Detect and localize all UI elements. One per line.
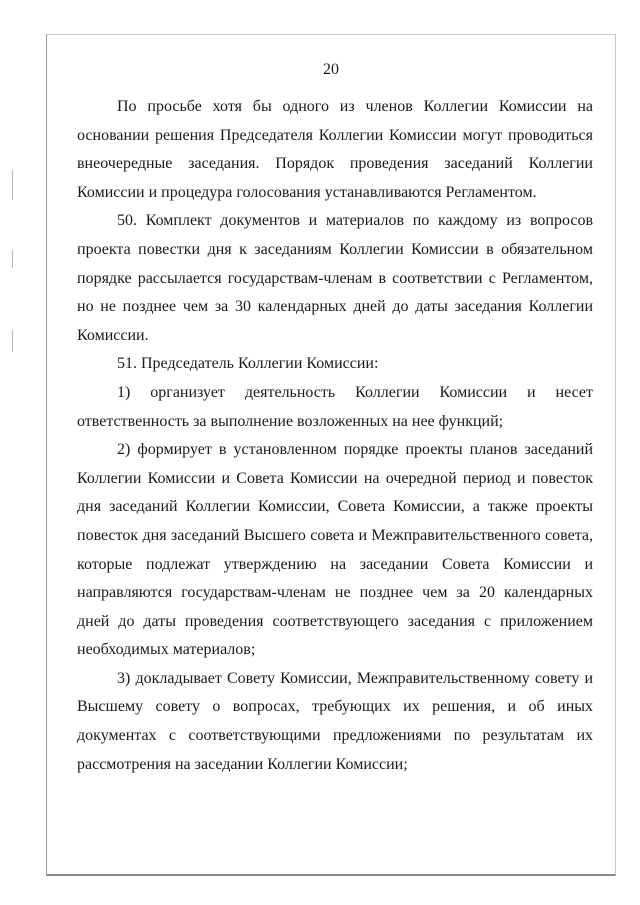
scan-edge-mark	[12, 250, 13, 268]
paragraph-subitem-2: 2) формирует в установленном порядке проекты планов заседаний Коллегии Комиссии и Совета Комиссии на очередной период и повесток дня заседаний Коллегии Комиссии, Совета Комиссии, а также проекты повесток дня заседаний Высшего совета и Межправительственного совета, которые подлежат утверждению на заседании Совета Комиссии и направляются государствам-членам не позднее чем за 20 календарных дней до даты проведения соответствующего заседания с приложением необходимых материалов;	[77, 441, 593, 659]
paragraph-extraordinary-meetings: По просьбе хотя бы одного из членов Коллегии Комиссии на основании решения Председателя Коллегии Комиссии могут проводиться внеочередные заседания. Порядок проведения заседаний Коллегии Комиссии и процедура голосования устанавливаются Регламентом.	[77, 98, 593, 201]
scan-edge-mark	[12, 170, 13, 200]
paragraph-item-50: 50. Комплект документов и материалов по каждому из вопросов проекта повестки дня к заседаниям Коллегии Комиссии в обязательном порядке рассылается государствам-членам в соответствии с Регламентом, но не позднее чем за 30 календарных дней до даты заседания Коллегии Комиссии.	[77, 212, 593, 344]
document-body	[77, 93, 593, 779]
document-page	[46, 34, 616, 876]
paragraph-item-51-heading: 51. Председатель Коллегии Комиссии:	[117, 355, 379, 373]
scan-edge-mark	[12, 330, 13, 352]
paragraph-subitem-1: 1) организует деятельность Коллегии Комиссии и несет ответственность за выполнение возложенных на нее функций;	[77, 383, 593, 430]
page-number: 20	[323, 61, 339, 78]
paragraph-subitem-3: 3) докладывает Совету Комиссии, Межправительственному совету и Высшему совету о вопросах, требующих их решения, и об иных документах с соответствующими предложениями по результатам их рассмотрения на заседании Коллегии Комиссии;	[77, 669, 593, 773]
